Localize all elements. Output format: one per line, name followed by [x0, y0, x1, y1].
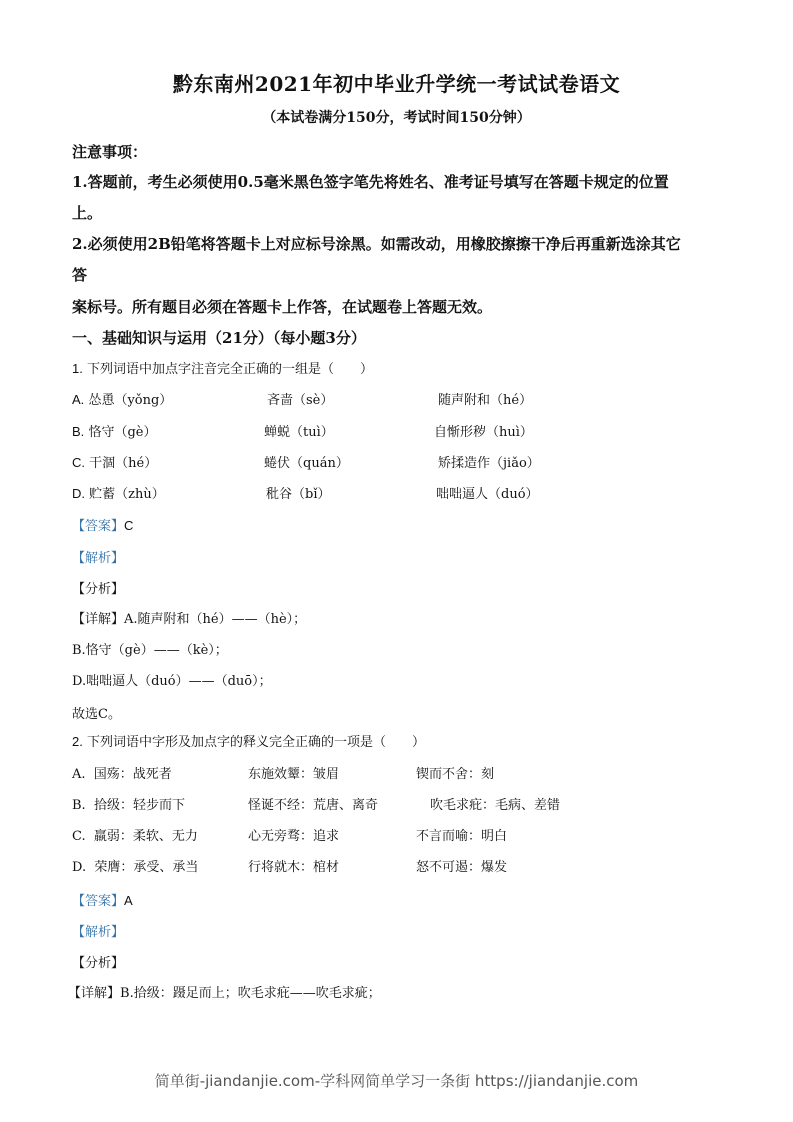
q1-option-d-item2: 秕谷（bǐ） [266, 487, 331, 502]
question-text: 下列词语中加点字注音完全正确的一组是（ ） [86, 362, 373, 377]
q1-detail: 【详解】A.随声附和（hé）——（hè）； [72, 612, 307, 627]
answer-value: A [124, 893, 133, 908]
question-number: 1. [72, 361, 83, 376]
answer-label: 【答案】 [72, 894, 125, 909]
q2-option-b-item3: 吹毛求疪：毛病、差错 [430, 798, 561, 813]
q2-option-d: D. 荣膺：承受、承当 [72, 860, 199, 875]
q1-option-c: C. 干涸（hé） [72, 455, 158, 471]
q1-option-d: D. 贮蓄（zhù） [72, 486, 165, 502]
q1-detail-d: D.咄咄逼人（duó）——（duō）； [72, 674, 272, 689]
page-title: 黔东南州2021年初中毕业升学统一考试试卷语文 [172, 72, 621, 96]
q1-detail-b: B.恪守（gè）——（kè）； [72, 643, 228, 658]
q2-option-a-item3: 锲而不舍：刻 [416, 767, 495, 782]
footer-watermark: 简单街-jiandanjie.com-学科网简单学习一条街 https://jiandanjie.com [154, 1072, 639, 1090]
notice-heading: 注意事项： [72, 143, 148, 161]
q2-option-b: B. 拾级：轻步而下 [72, 798, 185, 813]
q1-option-b: B. 恪守（gè） [72, 424, 157, 440]
q2-answer [72, 890, 133, 909]
notice-item-2: 2.必须使用2B铅笔将答题卡上对应标号涂黑。如需改动，用橡胶擦擦干净后再重新选涂其它 [72, 235, 681, 253]
q2-option-c-item2: 心无旁骛：追求 [248, 829, 340, 844]
q1-answer [72, 515, 133, 534]
notice-item-1: 1.答题前，考生必须使用0.5毫米黑色签字笔先将姓名、准考证号填写在答题卡规定的位置 [72, 173, 669, 191]
q1-option-d-item3: 咄咄逼人（duó） [436, 487, 539, 502]
question-text: 下列词语中字形及加点字的释义完全正确的一项是（ ） [86, 735, 425, 750]
q2-option-d-item2: 行将就木：棺材 [248, 860, 340, 875]
q2-option-c: C. 羸弱：柔软、无力 [72, 829, 198, 844]
notice-item-2-cont: 答 [72, 266, 88, 284]
answer-value: C [124, 518, 134, 533]
question-number: 2. [72, 734, 83, 749]
page-subtitle: （本试卷满分150分，考试时间150分钟） [262, 110, 531, 126]
q2-analysis-label: 【解析】 [72, 925, 125, 940]
q2-option-c-item3: 不言而喻：明白 [416, 829, 508, 844]
q2-option-b-item2: 怪诞不经：荒唐、离奇 [248, 798, 379, 813]
q1-option-c-item2: 蜷伏（quán） [264, 456, 349, 471]
q1-option-a-item2: 吝啬（sè） [267, 393, 334, 408]
question-2-stem [72, 731, 425, 750]
q1-analysis-label: 【解析】 [72, 551, 125, 566]
q2-option-a: A. 国殇：战死者 [72, 767, 172, 782]
q1-conclusion: 故选C。 [72, 707, 121, 722]
q1-option-c-item3: 矫揉造作（jiǎo） [438, 456, 540, 471]
question-1-stem [72, 358, 373, 377]
q1-option-a-item3: 随声附和（hé） [438, 393, 533, 408]
answer-label: 【答案】 [72, 519, 125, 534]
q2-option-a-item2: 东施效颦：皱眉 [248, 767, 340, 782]
q1-option-b-item3: 自惭形秽（huì） [434, 425, 533, 440]
q2-option-d-item3: 怒不可遏：爆发 [416, 860, 508, 875]
q1-option-a: A. 怂恿（yǒng） [72, 392, 173, 408]
q1-fenxi-label: 【分析】 [72, 582, 125, 597]
q2-fenxi-label: 【分析】 [72, 956, 125, 971]
notice-item-1-cont: 上。 [72, 204, 103, 222]
notice-item-2-cont2: 案标号。所有题目必须在答题卡上作答，在试题卷上答题无效。 [72, 298, 493, 316]
q2-detail: 【详解】B.拾级：蹑足而上；吹毛求疪——吹毛求疵； [68, 986, 381, 1001]
section-heading: 一、基础知识与运用（21分）（每小题3分） [72, 329, 366, 347]
q1-option-b-item2: 蝉蜕（tuì） [264, 425, 334, 440]
